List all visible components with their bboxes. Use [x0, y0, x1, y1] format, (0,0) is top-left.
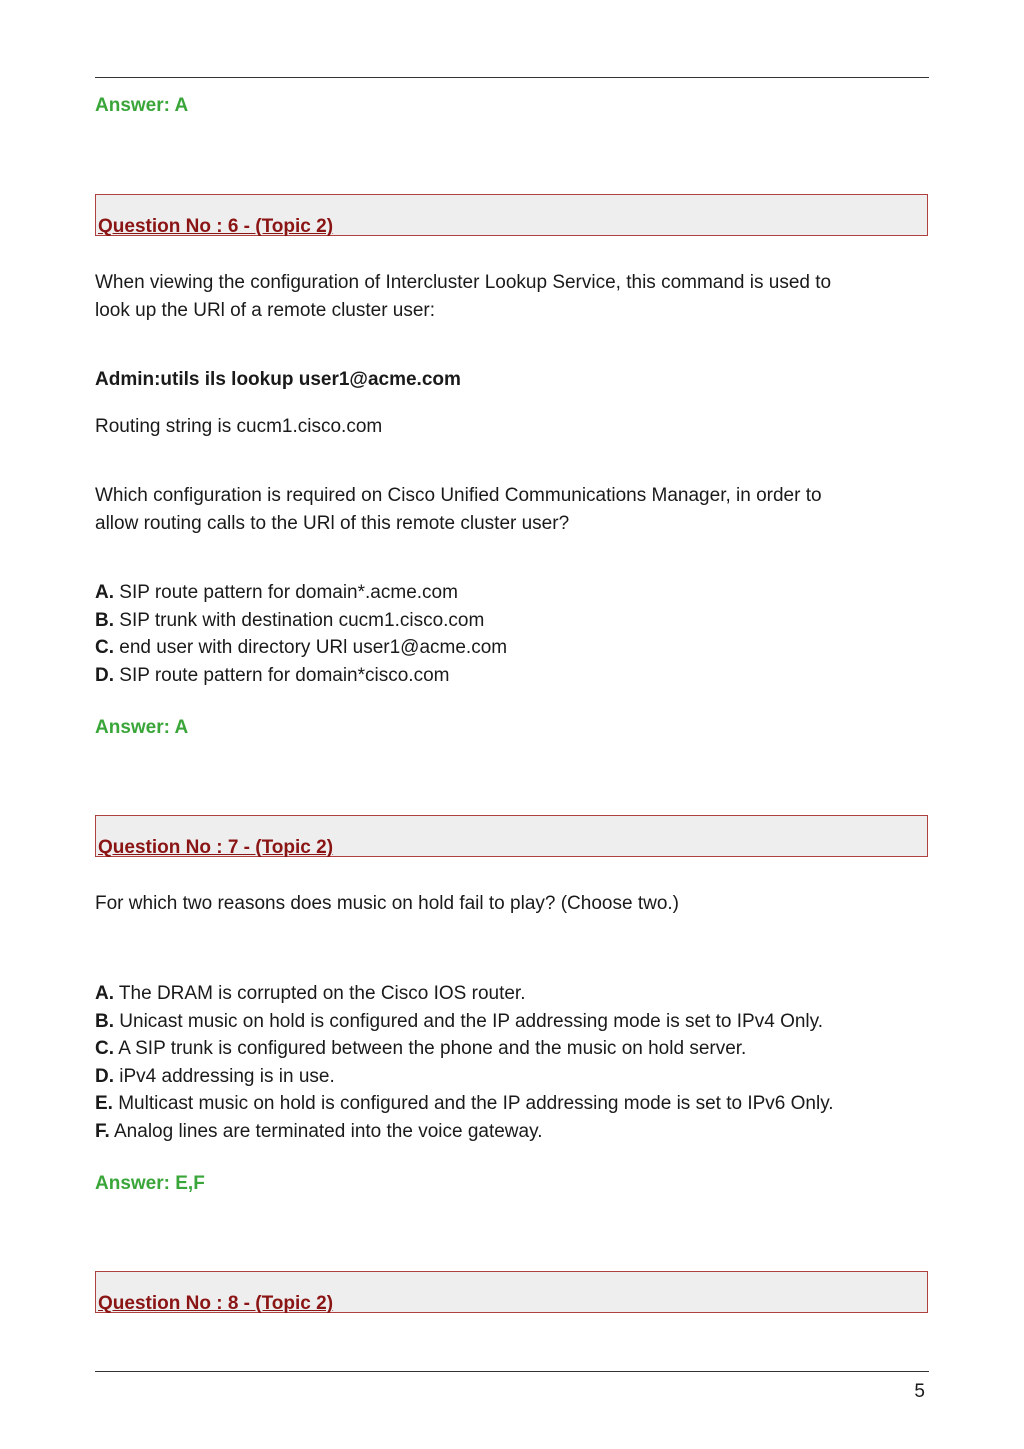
question-6-ask-line-1: Which configuration is required on Cisco Unified Communications Manager, in order to — [95, 485, 822, 506]
question-7-text: For which two reasons does music on hold fail to play? (Choose two.) — [95, 893, 679, 914]
bottom-rule — [95, 1371, 929, 1372]
question-6-header — [95, 194, 928, 236]
option-b: B. Unicast music on hold is configured and the IP addressing mode is set to IPv4 Only. — [95, 1010, 824, 1032]
option-e: E. Multicast music on hold is configured and the IP addressing mode is set to IPv6 Only. — [95, 1093, 834, 1114]
question-7-answer: Answer: E,F — [95, 1173, 205, 1194]
page-number: 5 — [914, 1381, 925, 1402]
question-6-line-1: When viewing the configuration of Intercluster Lookup Service, this command is used to — [95, 272, 832, 293]
question-6-title: Question No : 6 - (Topic 2) — [98, 216, 334, 237]
question-8-title: Question No : 8 - (Topic 2) — [98, 1293, 334, 1314]
question-6-routing: Routing string is cucm1.cisco.com — [95, 416, 383, 437]
question-6-command: Admin:utils ils lookup user1@acme.com — [95, 369, 461, 390]
option-f: F. Analog lines are terminated into the voice gateway. — [95, 1120, 543, 1142]
answer-previous: Answer: A — [95, 95, 189, 116]
top-rule — [95, 77, 929, 78]
option-a: A. SIP route pattern for domain*.acme.com — [95, 582, 458, 603]
question-6-ask-line-2: allow routing calls to the URl of this remote cluster user? — [95, 512, 570, 534]
question-6-text — [95, 269, 831, 324]
option-c: C. end user with directory URl user1@acme.com — [95, 637, 508, 658]
option-c: C. A SIP trunk is configured between the phone and the music on hold server. — [95, 1038, 747, 1059]
question-6-options — [95, 579, 507, 689]
option-d: D. SIP route pattern for domain*cisco.com — [95, 664, 450, 686]
question-7-options — [95, 980, 834, 1145]
option-d: D. iPv4 addressing is in use. — [95, 1065, 335, 1087]
question-6-ask — [95, 482, 822, 537]
question-7-header — [95, 815, 928, 857]
question-8-header — [95, 1271, 928, 1313]
question-7-title: Question No : 7 - (Topic 2) — [98, 837, 334, 858]
question-6-answer: Answer: A — [95, 717, 189, 738]
question-6-line-2: look up the URl of a remote cluster user: — [95, 299, 436, 321]
option-b: B. SIP trunk with destination cucm1.cisco.com — [95, 609, 485, 631]
option-a: A. The DRAM is corrupted on the Cisco IOS router. — [95, 983, 526, 1004]
